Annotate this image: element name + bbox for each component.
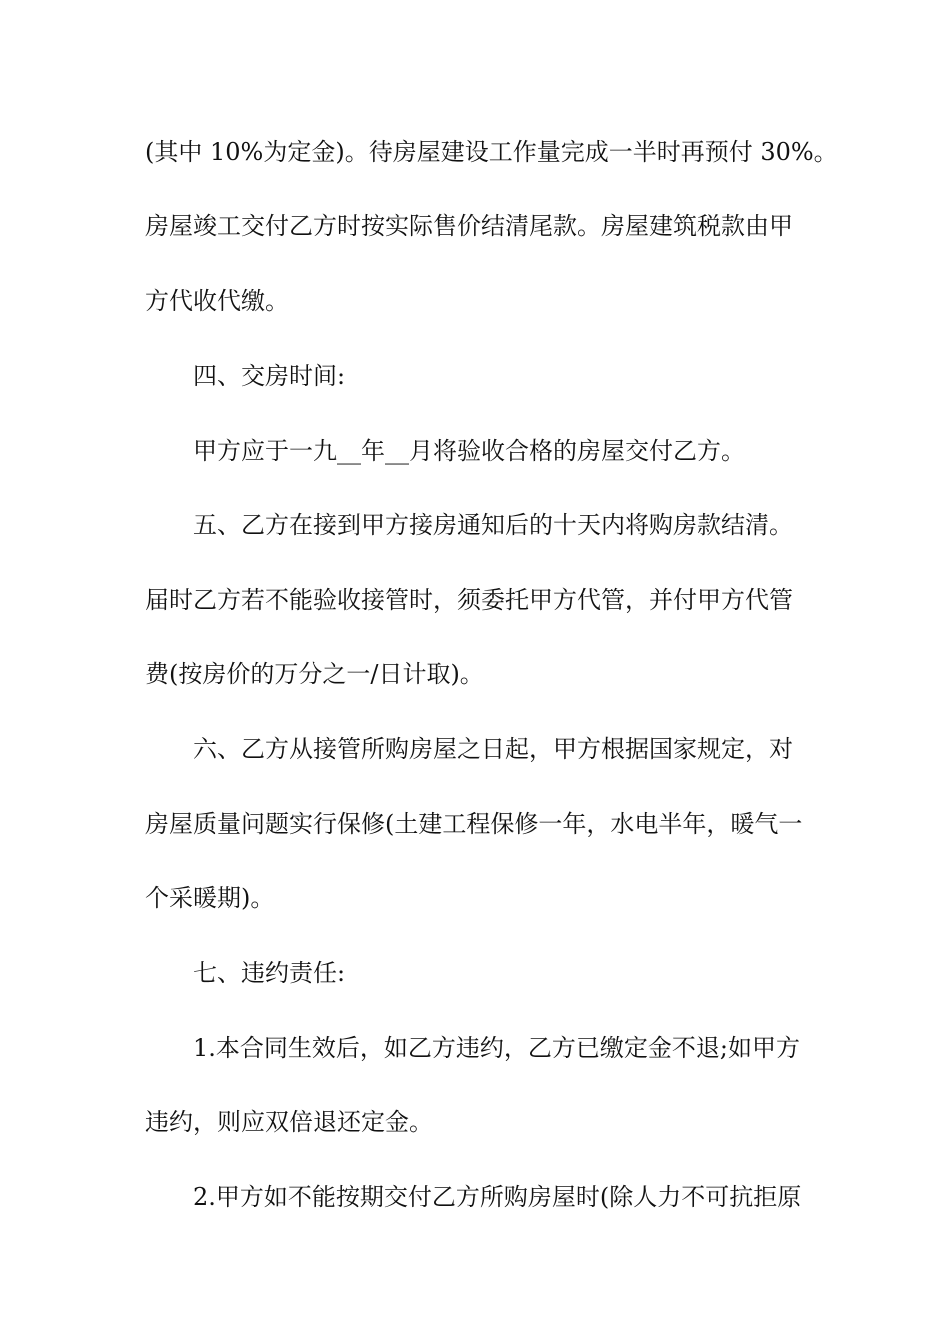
section-heading: 六、乙方从接管所购房屋之日起，甲方根据国家规定，对 — [193, 735, 793, 763]
text-line: 房屋竣工交付乙方时按实际售价结清尾款。房屋建筑税款由甲 — [145, 212, 793, 240]
text-line: 方代收代缴。 — [145, 287, 289, 315]
text-line: 房屋质量问题实行保修(土建工程保修一年，水电半年，暖气一 — [145, 810, 803, 838]
text-line: 个采暖期)。 — [145, 884, 275, 912]
clause-item: 1.本合同生效后，如乙方违约，乙方已缴定金不退;如甲方 — [193, 1034, 800, 1062]
section-heading: 七、违约责任: — [193, 959, 346, 987]
section-heading: 四、交房时间: — [193, 362, 346, 390]
text-line: (其中 10%为定金)。待房屋建设工作量完成一半时再预付 30%。 — [145, 138, 838, 166]
text-line: 费(按房价的万分之一/日计取)。 — [145, 660, 484, 688]
text-line: 违约，则应双倍退还定金。 — [145, 1108, 433, 1136]
text-line: 届时乙方若不能验收接管时，须委托甲方代管，并付甲方代管 — [145, 586, 793, 614]
clause-item: 2.甲方如不能按期交付乙方所购房屋时(除人力不可抗拒原 — [193, 1183, 802, 1211]
text-line: 甲方应于一九__年__月将验收合格的房屋交付乙方。 — [193, 437, 745, 465]
section-heading: 五、乙方在接到甲方接房通知后的十天内将购房款结清。 — [193, 511, 793, 539]
